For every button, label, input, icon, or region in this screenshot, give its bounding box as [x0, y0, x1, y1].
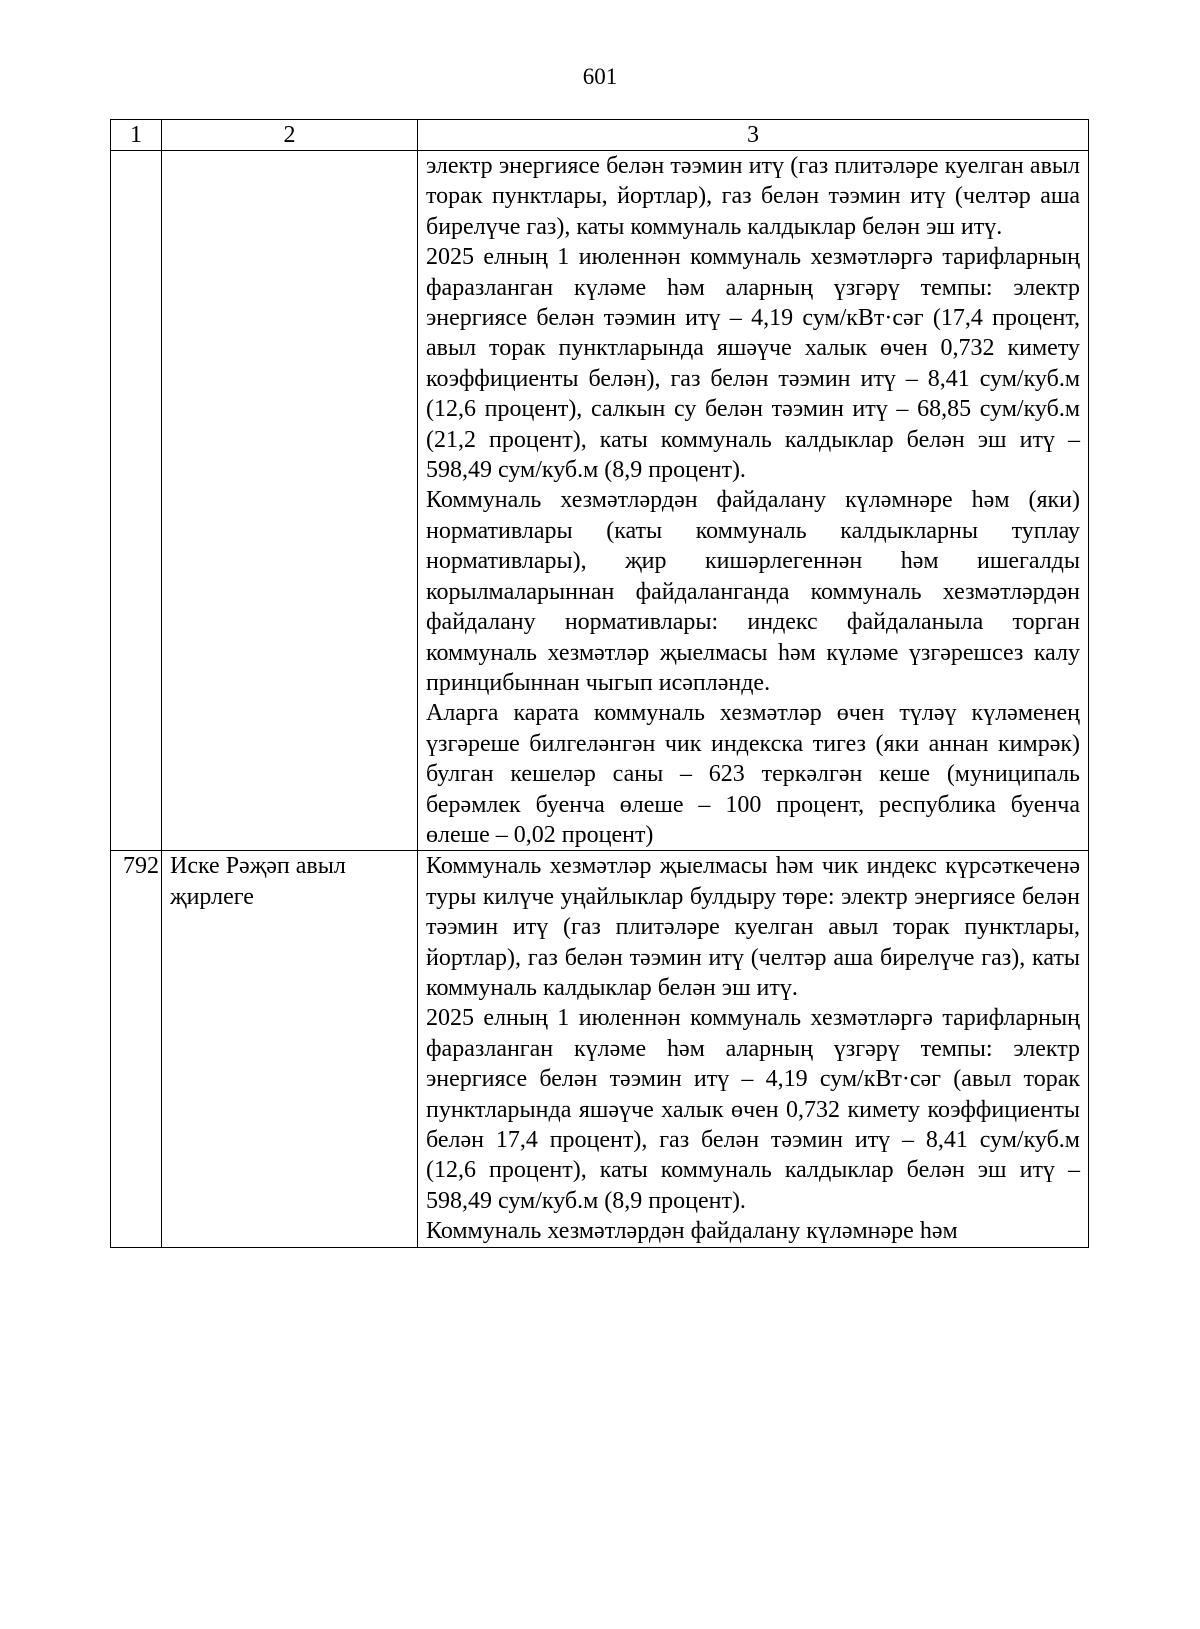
paragraph: 2025 елның 1 июленнән коммуналь хезмәтләргә тарифларның фаразланган күләме һәм аларның үзгәрү темпы: электр энергиясе белән тәэмин итү – 4,19 сум/кВт·сәг (авыл торак пунктларында яшәүче халык өчен 0,732 кимету коэффициенты белән 17,4 процент), газ белән тәэмин итү – 8,41 сум/куб.м (12,6 процент), каты коммуналь калдыклар белән эш итү – 598,49 сум/куб.м (8,9 процент).	[426, 1005, 1080, 1214]
header-col-2: 2	[162, 120, 418, 151]
table-header-row	[111, 120, 1089, 151]
paragraph: 2025 елның 1 июленнән коммуналь хезмәтләргә тарифларның фаразланган күләме һәм аларның үзгәрү темпы: электр энергиясе белән тәэмин итү – 4,19 сум/кВт·сәг (17,4 процент, авыл торак пунктларында яшәүче халык өчен 0,732 кимету коэффициенты белән), газ белән тәэмин итү – 8,41 сум/куб.м (12,6 процент), салкын су белән тәэмин итү – 68,85 сум/куб.м (21,2 процент), каты коммуналь калдыклар белән эш итү – 598,49 сум/куб.м (8,9 процент).	[426, 244, 1080, 484]
header-col-1: 1	[111, 120, 162, 151]
tariff-table	[110, 119, 1089, 1248]
header-col-3: 3	[418, 120, 1089, 151]
paragraph: Коммуналь хезмәтләрдән файдалану күләмнәре һәм (яки) нормативлары (каты коммуналь калдыкларны туплау нормативлары), җир кишәрлегеннән һәм ишегалды корылмаларыннан файдаланганда коммуналь хезмәтләрдән файдалану нормативлары: индекс файдаланыла торган коммуналь хезмәтләр җыелмасы һәм күләме үзгәрешсез калу принцибыннан чыгып исәпләнде.	[426, 487, 1080, 696]
settlement-name-cell: Иске Рәҗәп авыл җирлеге	[162, 851, 418, 1247]
row-number-cell: 792	[111, 851, 162, 1247]
page-number: 601	[582, 64, 618, 89]
paragraph: электр энергиясе белән тәэмин итү (газ плитәләре куелган авыл торак пунктлары, йортлар), газ белән тәэмин итү (челтәр аша бирелүче газ), каты коммуналь калдыклар белән эш итү.	[426, 153, 1080, 240]
table-row-792	[111, 851, 1089, 1247]
paragraph: Коммуналь хезмәтләр җыелмасы һәм чик индекс күрсәткеченә туры килүче уңайлыклар булдыру төре: электр энергиясе белән тәэмин итү (газ плитәләре куелган авыл торак пунктлары, йортлар), газ белән тәэмин итү (челтәр аша бирелүче газ), каты коммуналь калдыклар белән эш итү.	[426, 853, 1080, 1001]
paragraph: Аларга карата коммуналь хезмәтләр өчен түләү күләменең үзгәреше билгеләнгән чик индекска тигез (яки аннан кимрәк) булган кешеләр саны – 623 теркәлгән кеше (муниципаль берәмлек буенча өлеше – 100 процент, республика буенча өлеше – 0,02 процент)	[426, 700, 1080, 848]
description-cell	[418, 151, 1089, 851]
paragraph: Коммуналь хезмәтләрдән файдалану күләмнәре һәм	[426, 1218, 958, 1245]
settlement-name-cell	[162, 151, 418, 851]
description-cell	[418, 851, 1089, 1247]
table-row-continuation	[111, 151, 1089, 851]
row-number-cell	[111, 151, 162, 851]
